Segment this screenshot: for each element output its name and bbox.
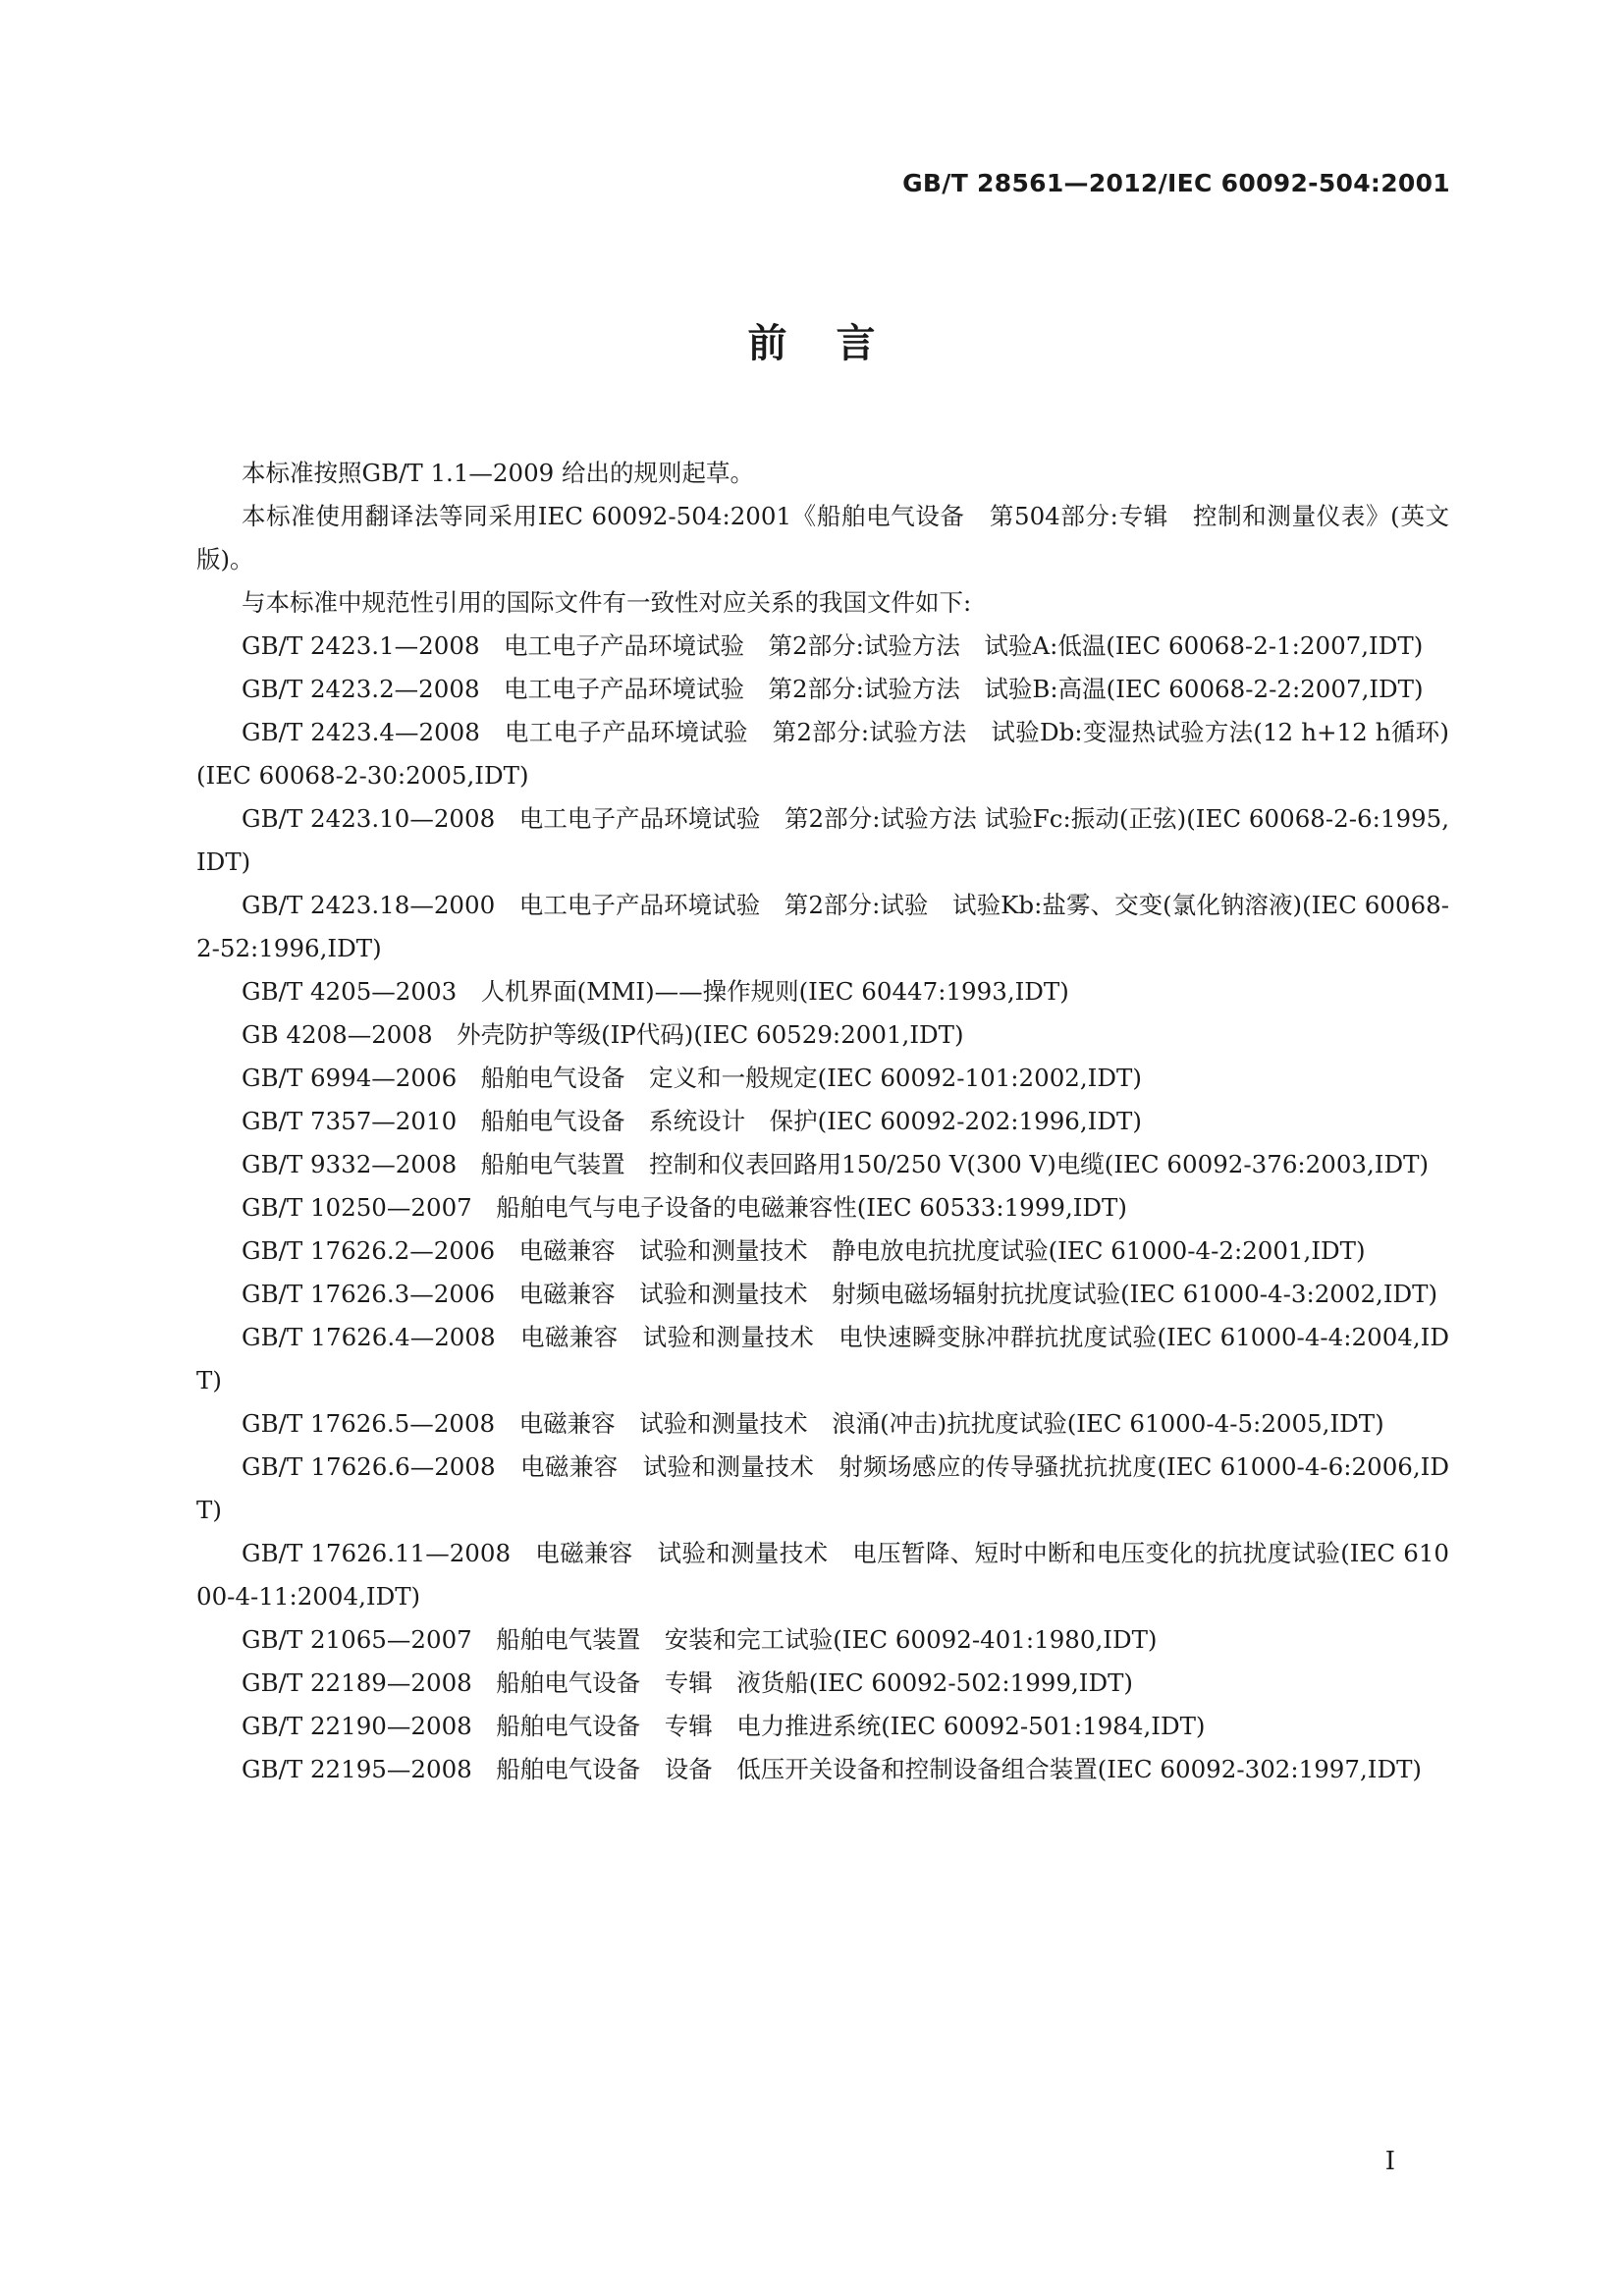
reference-item: GB 4208—2008 外壳防护等级(IP代码)(IEC 60529:2001,IDT) [242, 1020, 964, 1049]
reference-item: GB/T 2423.10—2008 电工电子产品环境试验 第2部分:试验方法 试验Fc:振动(正弦)(IEC 60068-2-6:1995,IDT) [196, 804, 1449, 876]
reference-item: GB/T 21065—2007 船舶电气装置 安装和完工试验(IEC 60092-401:1980,IDT) [242, 1625, 1158, 1654]
reference-item: GB/T 17626.3—2006 电磁兼容 试验和测量技术 射频电磁场辐射抗扰度试验(IEC 61000-4-3:2002,IDT) [242, 1280, 1438, 1308]
reference-item: GB/T 7357—2010 船舶电气设备 系统设计 保护(IEC 60092-202:1996,IDT) [242, 1107, 1142, 1135]
reference-item: GB/T 22189—2008 船舶电气设备 专辑 液货船(IEC 60092-502:1999,IDT) [242, 1668, 1133, 1697]
reference-item: GB/T 17626.11—2008 电磁兼容 试验和测量技术 电压暂降、短时中断和电压变化的抗扰度试验(IEC 61000-4-11:2004,IDT) [196, 1539, 1449, 1611]
reference-item: GB/T 2423.4—2008 电工电子产品环境试验 第2部分:试验方法 试验Db:变湿热试验方法(12 h+12 h循环)(IEC 60068-2-30:2005,IDT) [196, 718, 1449, 790]
reference-item: GB/T 4205—2003 人机界面(MMI)——操作规则(IEC 60447:1993,IDT) [242, 977, 1069, 1006]
reference-item: GB/T 2423.2—2008 电工电子产品环境试验 第2部分:试验方法 试验B:高温(IEC 60068-2-2:2007,IDT) [242, 675, 1424, 703]
reference-item: GB/T 6994—2006 船舶电气设备 定义和一般规定(IEC 60092-101:2002,IDT) [242, 1064, 1142, 1092]
page-number: I [1384, 2147, 1395, 2176]
reference-item: GB/T 17626.4—2008 电磁兼容 试验和测量技术 电快速瞬变脉冲群抗扰度试验(IEC 61000-4-4:2004,IDT) [196, 1323, 1449, 1394]
reference-item: GB/T 22190—2008 船舶电气设备 专辑 电力推进系统(IEC 60092-501:1984,IDT) [242, 1712, 1206, 1740]
paragraph: 本标准使用翻译法等同采用IEC 60092-504:2001《船舶电气设备 第504部分:专辑 控制和测量仪表》(英文版)。 [196, 502, 1449, 574]
reference-item: GB/T 9332—2008 船舶电气装置 控制和仪表回路用150/250 V(300 V)电缆(IEC 60092-376:2003,IDT) [242, 1150, 1430, 1178]
reference-item: GB/T 10250—2007 船舶电气与电子设备的电磁兼容性(IEC 60533:1999,IDT) [242, 1193, 1127, 1222]
paragraph: 与本标准中规范性引用的国际文件有一致性对应关系的我国文件如下: [242, 588, 972, 617]
reference-item: GB/T 22195—2008 船舶电气设备 设备 低压开关设备和控制设备组合装置(IEC 60092-302:1997,IDT) [242, 1755, 1422, 1783]
standard-code-header: GB/T 28561—2012/IEC 60092-504:2001 [902, 169, 1450, 197]
reference-item: GB/T 2423.1—2008 电工电子产品环境试验 第2部分:试验方法 试验A:低温(IEC 60068-2-1:2007,IDT) [242, 631, 1424, 660]
page-title: 前言 [747, 321, 925, 366]
paragraph: 本标准按照GB/T 1.1—2009 给出的规则起草。 [242, 459, 755, 487]
reference-item: GB/T 2423.18—2000 电工电子产品环境试验 第2部分:试验 试验Kb:盐雾、交变(氯化钠溶液)(IEC 60068-2-52:1996,IDT) [196, 891, 1449, 962]
reference-item: GB/T 17626.5—2008 电磁兼容 试验和测量技术 浪涌(冲击)抗扰度试验(IEC 61000-4-5:2005,IDT) [242, 1409, 1384, 1438]
preface-body [196, 452, 1449, 1791]
reference-item: GB/T 17626.6—2008 电磁兼容 试验和测量技术 射频场感应的传导骚扰抗扰度(IEC 61000-4-6:2006,IDT) [196, 1452, 1449, 1524]
reference-item: GB/T 17626.2—2006 电磁兼容 试验和测量技术 静电放电抗扰度试验(IEC 61000-4-2:2001,IDT) [242, 1236, 1366, 1265]
